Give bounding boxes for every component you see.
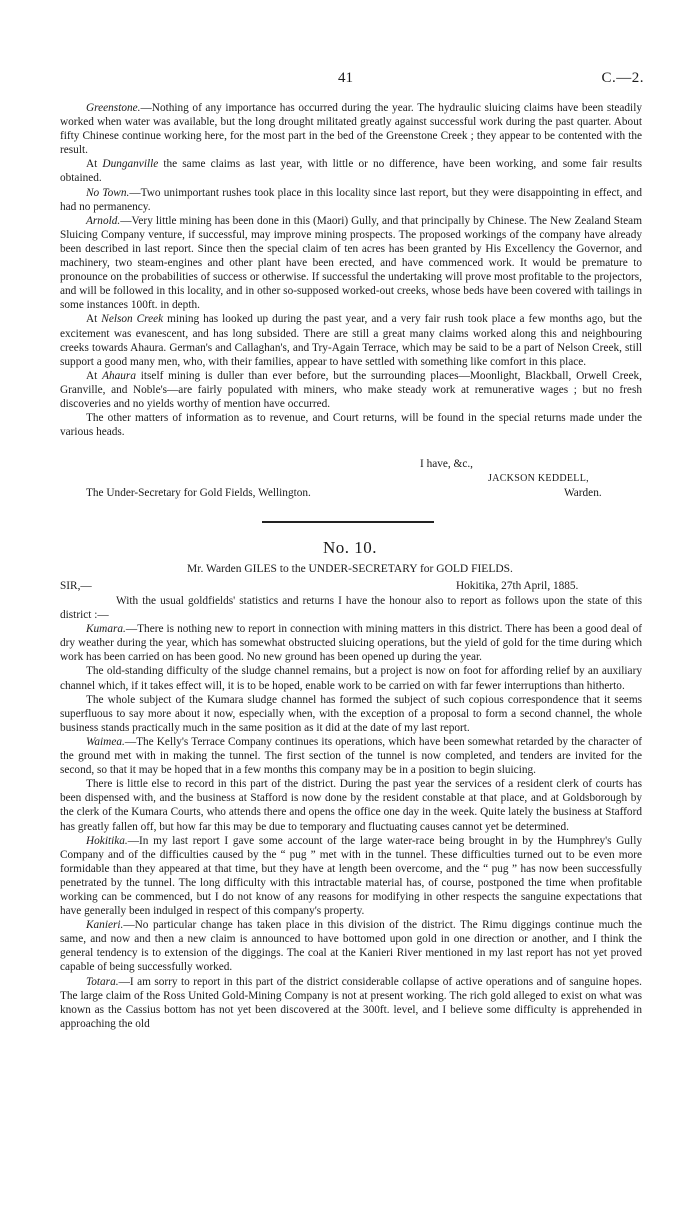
paragraph: Waimea.—The Kelly's Terrace Company continues its operations, which have been somewhat retarded by the character of the ground met with in making the tunnel. The first section of the tunnel is now completed, and tenders are invited for the second, so that it may be hoped that in a few months this company may be in a position to begin sluicing. bbox=[60, 735, 642, 777]
paragraph: The old-standing difficulty of the sludge channel remains, but a project is now on foot for affording relief by an auxiliary channel which, if it takes effect will, it is to be hoped, enable work to be carried on with far fewer interruptions than hitherto. bbox=[60, 665, 642, 692]
section-divider bbox=[262, 521, 434, 523]
page-header bbox=[0, 70, 700, 94]
dateline: Hokitika, 27th April, 1885. bbox=[456, 580, 579, 592]
signature-name: JACKSON KEDDELL, bbox=[488, 473, 589, 484]
report-giles-body bbox=[60, 594, 642, 1031]
report-keddell-body bbox=[60, 101, 642, 439]
paragraph: At Dunganville the same claims as last year, with little or no difference, have been working, and some fair results obtained. bbox=[60, 158, 642, 185]
paragraph: The other matters of information as to revenue, and Court returns, will be found in the special returns made under the various heads. bbox=[60, 412, 642, 439]
paragraph: Totara.—I am sorry to report in this part of the district considerable collapse of active operations and of sanguine hopes. The large claim of the Ross United Gold-Mining Company is not at present working. The rich gold alleged to exist on what was known as the Cassius bottom has not yet been discovered at the 300ft. level, and I believe some difficulty is apprehended in approaching the old bbox=[60, 975, 642, 1030]
paragraph: The whole subject of the Kumara sludge channel has formed the subject of such copious correspondence that it seems superfluous to say more about it now, especially when, with the exception of a proposal to form a second channel, the whole business stands practically much in the same position as it did at the date of my last report. bbox=[60, 693, 642, 734]
paragraph: At Nelson Creek mining has looked up during the past year, and a very fair rush took place a few months ago, but the excitement was evanescent, and has long subsided. There are still a great many claims worked along this and neighbouring creeks towards Ahaura. German's and Callaghan's, and Try-Again Terrace, which may be said to be a part of Nelson Creek, still support a good many men, who, with their families, appear to have settled with something like comfort in this place. bbox=[60, 313, 642, 368]
addressee: The Under-Secretary for Gold Fields, Wellington. bbox=[86, 487, 311, 499]
closing-formula: I have, &c., bbox=[420, 458, 474, 470]
signatory-title: Warden. bbox=[564, 487, 602, 499]
paragraph: There is little else to record in this part of the district. During the past year the services of a resident clerk of courts has been dispensed with, and the business at Stafford is now done by the resident constable at that place, and at Goldsborough by the clerk of the Kumara Courts, who attends there and opens the office one day in the week. Quite lately the business at Stafford has greatly fallen off, but how far this may be due to temporary and fluctuating causes cannot yet be determined. bbox=[60, 778, 642, 833]
paragraph: Arnold.—Very little mining has been done in this (Maori) Gully, and that principally by Chinese. The New Zealand Steam Sluicing Company venture, if successful, may improve mining prospects. The proposed workings of the company have already been described in last report. Since then the special claim of ten acres has been granted by His Excellency the Governor, and machinery, two steam-engines and other plant have been erected, and have commenced work. It would be premature to pronounce on the probabilities of success or otherwise. If successful the undertaking will prove most profitable to the projectors, and will be followed in this locality, and in other so-supposed worked-out creeks, whose beds have been covered with tailings in some instances 100ft. in depth. bbox=[60, 214, 642, 312]
page-number: 41 bbox=[338, 70, 353, 86]
paragraph: Hokitika.—In my last report I gave some account of the large water-race being brought in by the Humphrey's Gully Company and of the difficulties caused by the “ pug ” met with in the tunnel. These difficulties turned out to be even more formidable than they appeared at that time, but they have at length been overcome, and the “ pug ” has now been successfully penetrated by the tunnel. The long difficulty with this intractable material has, of course, postponed the time when profitable working can be commenced, but I do not know of any reasons for modifying in other respects the sanguine expectations that have generally been indulged in respect of this company's property. bbox=[60, 834, 642, 918]
paragraph: Kanieri.—No particular change has taken place in this division of the district. The Rimu diggings continue much the same, and now and then a new claim is announced to have bottomed upon gold in one direction or another, and I think the general tendency is to extension of the diggings. The coal at the Kanieri River mentioned in my last report has not yet proved capable of being successfully worked. bbox=[60, 919, 642, 974]
paragraph: Greenstone.—Nothing of any importance has occurred during the year. The hydraulic sluicing claims have been steadily worked when water was available, but the long drought militated greatly against successful work during the past quarter. About fifty Chinese continue working here, for the most part in the bed of the Greenstone Creek ; they appear to be contented with the result. bbox=[60, 102, 642, 157]
sheet-reference: C.—2. bbox=[601, 70, 644, 86]
document-subtitle: Mr. Warden GILES to the UNDER-SECRETARY for GOLD FIELDS. bbox=[187, 563, 513, 575]
paragraph: No Town.—Two unimportant rushes took place in this locality since last report, but they were disappointing in effect, and had no permanency. bbox=[60, 186, 642, 213]
paragraph: Kumara.—There is nothing new to report in connection with mining matters in this district. There has been a good deal of dry weather during the year, which has somewhat obstructed sluicing operations, but the yield of gold for the time during which work has been carried on has been good. No new ground has been opened up during the year. bbox=[60, 623, 642, 664]
paragraph: With the usual goldfields' statistics and returns I have the honour also to report as follows upon the state of this district :— bbox=[60, 595, 642, 622]
salutation: SIR,— bbox=[60, 580, 92, 592]
document-number: No. 10. bbox=[322, 538, 378, 557]
paragraph: At Ahaura itself mining is duller than ever before, but the surrounding places—Moonlight, Blackball, Orwell Creek, Granville, and Noble's—are fairly populated with miners, who make steady work at remunerative wages ; but no fresh discoveries and no yields worthy of mention have occurred. bbox=[60, 369, 643, 410]
